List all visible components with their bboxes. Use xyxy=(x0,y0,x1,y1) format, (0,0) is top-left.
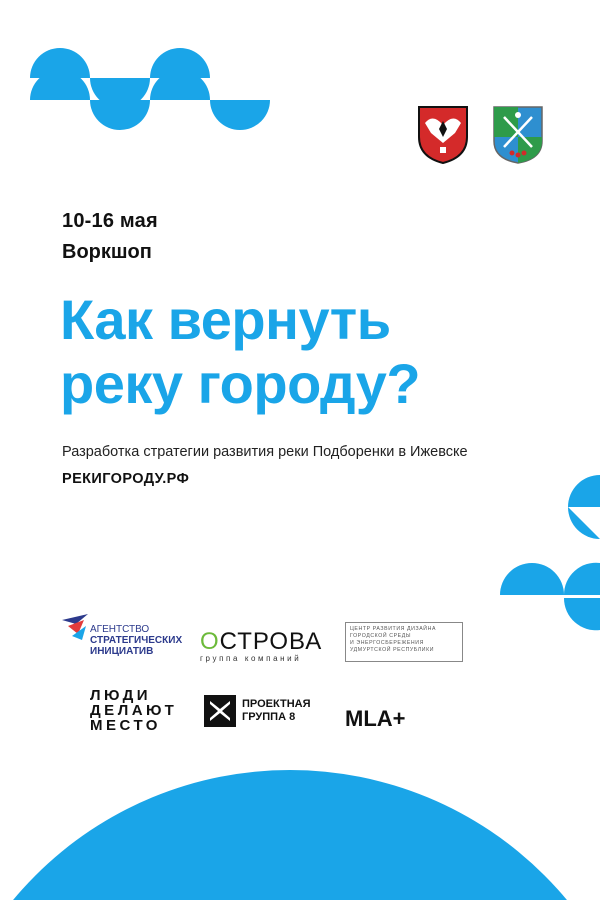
design-center-logo xyxy=(345,622,463,662)
udmurtia-coat-of-arms-icon xyxy=(415,103,471,170)
mla-logo: MLA+ xyxy=(345,706,406,731)
ostrova-name-accent: О xyxy=(200,628,220,655)
event-subtitle: Разработка стратегии развития реки Подборенки в Ижевске xyxy=(62,444,468,460)
pg8-mark-icon xyxy=(204,695,236,727)
ldm-logo xyxy=(90,688,177,733)
izhevsk-coat-of-arms-icon xyxy=(490,103,546,170)
website-link[interactable]: РЕКИГОРОДУ.РФ xyxy=(62,471,190,487)
asi-line-3: ИНИЦИАТИВ xyxy=(90,646,154,657)
pg8-line-2: ГРУППА 8 xyxy=(242,711,296,723)
ostrova-subtitle: группа компаний xyxy=(200,654,302,663)
event-type: Воркшоп xyxy=(62,241,152,263)
top-wave-pattern xyxy=(0,48,270,135)
bottom-circle xyxy=(0,770,600,900)
asi-mark-icon xyxy=(62,614,92,640)
page-title xyxy=(60,288,420,416)
ldm-line-2: ДЕЛАЮТ xyxy=(90,702,178,719)
headline-line-1: Как вернуть xyxy=(60,288,391,351)
ldm-line-1: ЛЮДИ xyxy=(90,687,152,704)
ostrova-logo xyxy=(200,628,322,663)
design-center-line-2: ГОРОДСКОЙ СРЕДЫ xyxy=(350,633,412,639)
right-wave-pattern xyxy=(500,475,600,630)
ldm-line-3: МЕСТО xyxy=(90,717,161,734)
headline-line-2: реку городу? xyxy=(60,352,421,415)
pg8-line-1: ПРОЕКТНАЯ xyxy=(242,698,311,710)
design-center-line-3: И ЭНЕРГОСБЕРЕЖЕНИЯ xyxy=(350,640,424,646)
design-center-line-1: ЦЕНТР РАЗВИТИЯ ДИЗАЙНА xyxy=(350,626,437,632)
asi-line-2: СТРАТЕГИЧЕСКИХ xyxy=(90,635,183,646)
ostrova-name: СТРОВА xyxy=(219,628,323,655)
design-center-line-4: УДМУРТСКОЙ РЕСПУБЛИКИ xyxy=(350,647,435,653)
asi-logo xyxy=(62,614,182,664)
asi-line-1: АГЕНТСТВО xyxy=(90,624,150,635)
event-date: 10-16 мая xyxy=(62,210,158,232)
